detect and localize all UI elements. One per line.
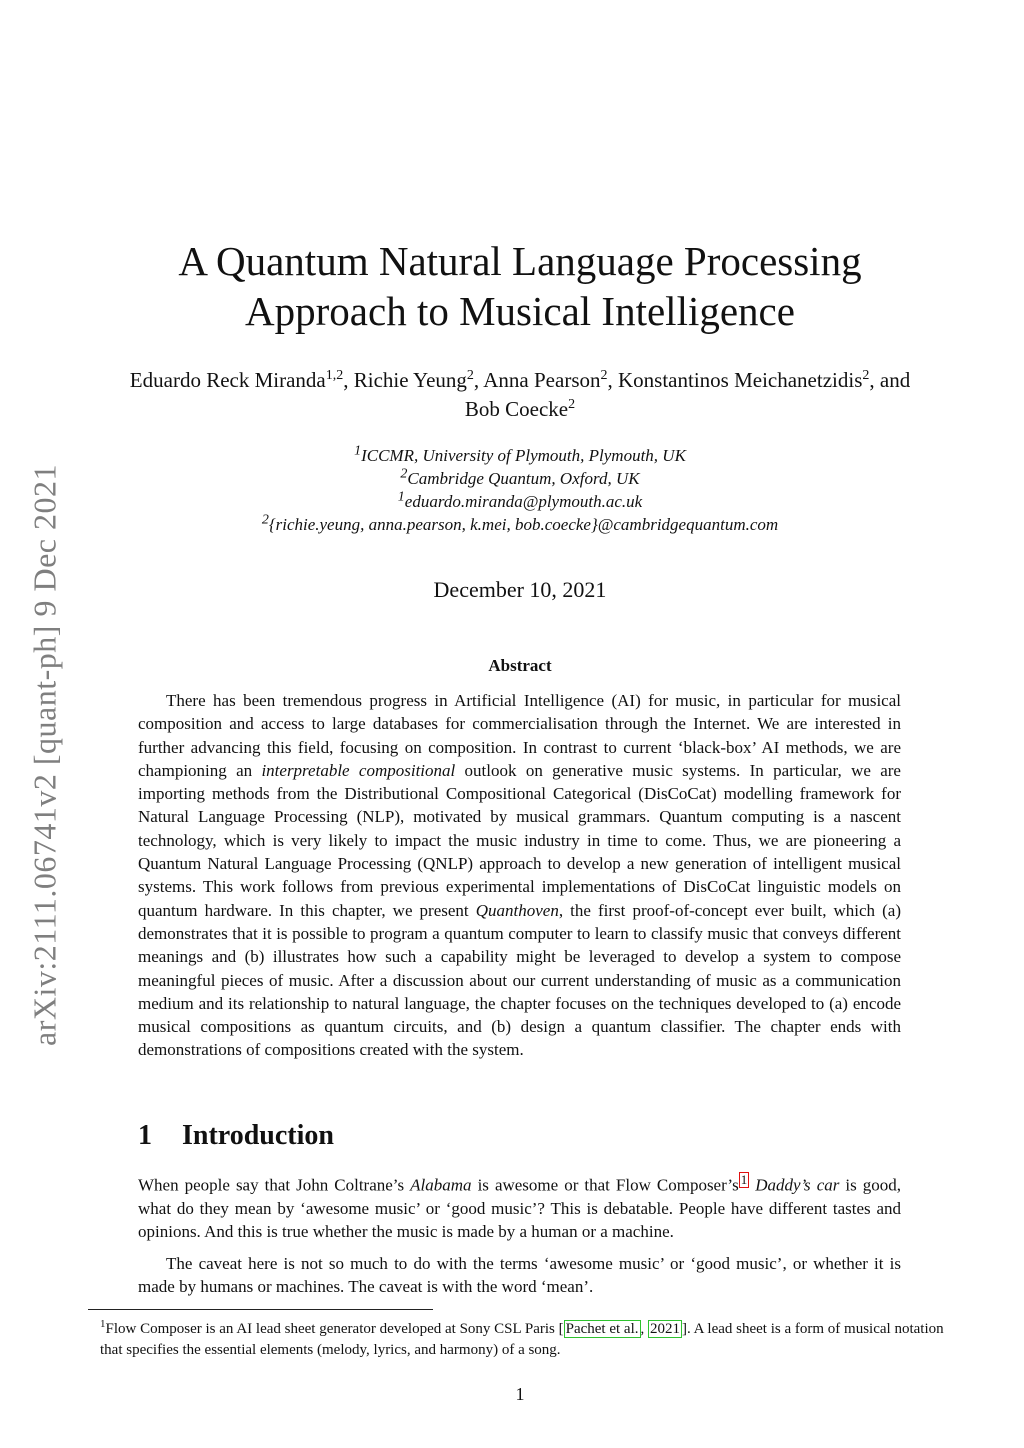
- affiliation-line: [120, 490, 920, 513]
- affiliation-sup: 1: [354, 443, 362, 459]
- citation-separator: ,: [640, 1321, 648, 1337]
- section-number: 1: [138, 1120, 152, 1151]
- abstract-emphasis: interpretable compositional: [261, 760, 456, 780]
- abstract-emphasis: Quanthoven: [475, 900, 559, 920]
- email-text: eduardo.miranda@plymouth.ac.uk: [404, 492, 643, 511]
- intro-paragraph-2: The caveat here is not so much to do with the terms ‘awesome music’ or ‘good music’, or whether it is made by humans or machines. The caveat is with the word ‘mean’.: [138, 1254, 901, 1297]
- author-name: Richie Yeung: [353, 368, 467, 392]
- author-affil-sup: 2: [568, 397, 576, 412]
- author-list: [120, 366, 920, 424]
- author-separator: ,: [607, 368, 618, 392]
- page-number: 1: [515, 1384, 525, 1404]
- paper-date: December 10, 2021: [433, 577, 607, 602]
- affiliation-sup: 1: [397, 489, 405, 505]
- arxiv-identifier-text: arXiv:2111.06741v2 [quant-ph] 9 Dec 2021: [26, 463, 63, 1046]
- affiliation-text: ICCMR, University of Plymouth, Plymouth, UK: [361, 446, 686, 465]
- author-separator: ,: [343, 368, 354, 392]
- author-affil-sup: 2: [600, 368, 608, 383]
- author-name: Anna Pearson: [483, 368, 601, 392]
- author-separator: ,: [473, 368, 484, 392]
- author-name: Eduardo Reck Miranda: [129, 368, 326, 392]
- footnote-text: ]. A lead sheet is a form of musical notation that specifies the essential elements (melody, lyrics, and harmony) of a song.: [100, 1321, 944, 1358]
- paper-title: [100, 236, 940, 336]
- affiliation-text: Cambridge Quantum, Oxford, UK: [407, 469, 640, 488]
- title-line-2: Approach to Musical Intelligence: [245, 288, 795, 334]
- abstract-text: , the first proof-of-concept ever built, which (a) demonstrates that it is possible to program a quantum computer to learn to classify music that conveys different meanings and (b) illustrates how such a capability might be leveraged to develop a system to compose meaningful pieces of music. After a discussion about our current understanding of music as a communication medium and its relationship to natural language, the chapter focuses on the techniques developed to (a) encode musical compositions as quantum circuits, and (b) design a quantum classifier. The chapter ends with demonstrations of compositions created with the system.: [138, 900, 902, 1060]
- affiliation-sup: 2: [261, 512, 269, 528]
- paragraph-text: is awesome or that Flow Composer’s: [471, 1175, 739, 1195]
- affiliations: [120, 444, 920, 536]
- footnote-number: 1: [100, 1318, 106, 1330]
- author-affil-sup: 2: [466, 368, 474, 383]
- author-name: Konstantinos Meichanetzidis: [618, 368, 863, 392]
- section-heading: [138, 1120, 334, 1152]
- footnote-text: Flow Composer is an AI lead sheet generator developed at Sony CSL Paris [: [105, 1321, 564, 1337]
- author-name: Bob Coecke: [464, 397, 569, 421]
- title-line-1: A Quantum Natural Language Processing: [178, 238, 862, 284]
- abstract-body: [138, 689, 901, 1062]
- footnote: [100, 1314, 962, 1361]
- affiliation-line: [120, 513, 920, 536]
- paragraph-text: When people say that John Coltrane’s: [138, 1175, 411, 1195]
- abstract-text: outlook on generative music systems. In particular, we are importing methods from the Distributional Compositional Categorical (DisCoCat) modelling framework for Natural Language Processing (NLP), motivated by musical grammars. Quantum computing is a nascent technology, which is very likely to impact the music industry in time to come. Thus, we are pioneering a Quantum Natural Language Processing (QNLP) approach to develop a new generation of intelligent musical systems. This work follows from previous experimental implementations of DisCoCat linguistic models on quantum hardware. In this chapter, we present: [138, 760, 901, 920]
- abstract-heading: Abstract: [488, 656, 552, 675]
- affiliation-line: [120, 467, 920, 490]
- abstract-text: There has been tremendous progress in Artificial Intelligence (AI) for music, in particular for musical composition and access to large databases for commercialisation through the Internet. We are interested in further advancing this field, focusing on composition. In contrast to current ‘black-box’ AI methods, we are championing an: [138, 691, 901, 780]
- intro-paragraph-1: [138, 1172, 901, 1244]
- author-affil-sup: 1,2: [325, 368, 344, 383]
- arxiv-identifier: [20, 442, 70, 1067]
- paragraph-emphasis: Daddy’s car: [755, 1175, 840, 1195]
- paragraph-text: is good, what do they mean by ‘awesome music’ or ‘good music’? This is debatable. People have different tastes and opinions. And this is true whether the music is made by a human or a machine.: [138, 1175, 901, 1242]
- author-separator: , and: [869, 368, 911, 392]
- affiliation-line: [120, 444, 920, 467]
- citation-link-authors[interactable]: Pachet et al.: [565, 1321, 639, 1337]
- citation-link-year[interactable]: 2021: [650, 1321, 680, 1337]
- author-affil-sup: 2: [862, 368, 870, 383]
- footnote-link[interactable]: 1: [740, 1172, 748, 1187]
- paragraph-emphasis: Alabama: [410, 1175, 472, 1195]
- section-title: Introduction: [182, 1120, 334, 1151]
- affiliation-sup: 2: [400, 466, 408, 482]
- email-text: {richie.yeung, anna.pearson, k.mei, bob.coecke}@cambridgequantum.com: [268, 515, 779, 534]
- footnote-divider: [88, 1309, 433, 1310]
